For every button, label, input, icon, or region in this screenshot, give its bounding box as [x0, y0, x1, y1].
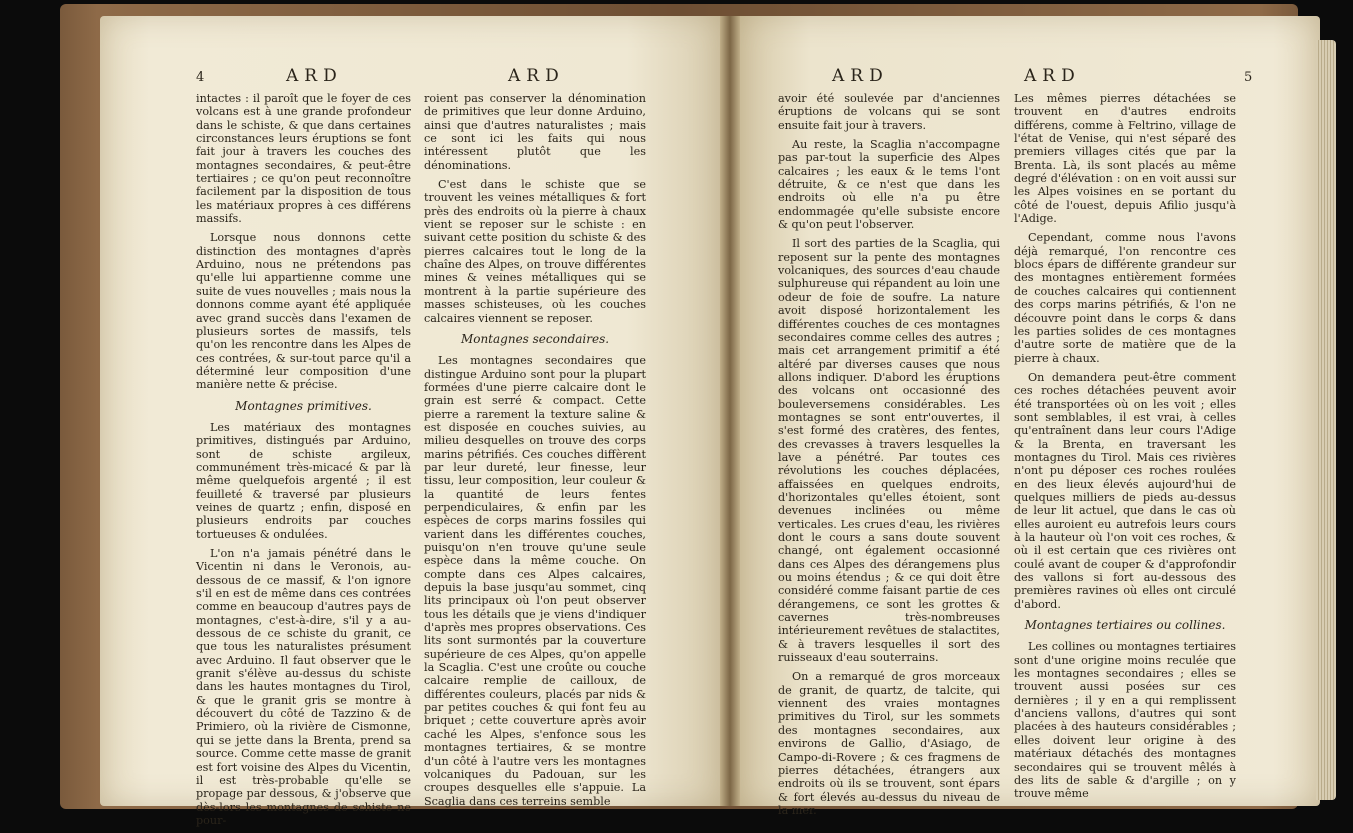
paragraph: On a remarqué de gros morceaux de granit, de quartz, de talcite, qui viennent des vraies montagnes primitives du Tirol, sur les sommets des montagnes secondaires, aux environs de Gallio, d'Asiago, de Campo-di-Rovere ; & ces fragmens de pierres détachées, étrangers aux endroits où ils se trouvent, sont épars & fort élevés au-dessus du niveau de la mer.	[778, 670, 1000, 817]
paragraph: C'est dans le schiste que se trouvent les veines métalliques & fort près des endroits où la pierre à chaux vient se reposer sur le schiste : en suivant cette position du schiste & des pierres calcaires tout le long de la chaîne des Alpes, on trouve différentes mines & veines métalliques qui se montrent à la partie supérieure des masses schisteuses, où les couches calcaires viennent se reposer.	[424, 178, 646, 325]
section-heading: Montagnes secondaires.	[460, 331, 610, 346]
paragraph: roient pas conserver la dénomination de primitives que leur donne Arduino, ainsi que d'autres naturalistes ; mais ce sont ici les faits qui nous intéressent plutôt que les dénominations.	[424, 92, 646, 172]
text-column	[424, 92, 646, 814]
paragraph: avoir été soulevée par d'anciennes éruptions de volcans qui se sont ensuite fait jour à travers.	[778, 92, 1000, 132]
open-book	[60, 4, 1298, 827]
page-number: 5	[1244, 70, 1253, 85]
running-header: ARD	[1024, 66, 1081, 86]
paragraph: Les mêmes pierres détachées se trouvent en d'autres endroits différens, comme à Feltrino, village de l'état de Venise, qui n'est séparé des premiers villages cités que par la Brenta. Là, ils sont placés au même degré d'élévation : on en voit aussi sur les Alpes voisines en se portant du côté de l'ouest, depuis Afilio jusqu'à l'Adige.	[1014, 92, 1236, 226]
paragraph: L'on n'a jamais pénétré dans le Vicentin ni dans le Veronois, au-dessous de ce massif, & l'on ignore s'il en est de même dans ces contrées comme en beaucoup d'autres pays de montagnes, c'est-à-dire, s'il y a au-dessous de ce schiste du granit, ce que tous les naturalistes présument avec Arduino. Il faut observer que le granit s'élève au-dessus du schiste dans les hautes montagnes du Tirol, & que le granit gris se montre à découvert du côté de Tazzino & de Primiero, où la rivière de Cismonne, qui se jette dans la Brenta, prend sa source. Comme cette masse de granit est fort voisine des Alpes du Vicentin, il est très-probable qu'elle se propage par dessous, & j'observe que dès-lors les montagnes de schiste ne pour-	[196, 547, 411, 827]
paragraph: Au reste, la Scaglia n'accompagne pas par-tout la superficie des Alpes calcaires ; les eaux & le tems l'ont détruite, & ce n'est que dans les endroits où elle n'a pu être endommagée qu'elle subsiste encore & qu'on peut l'observer.	[778, 138, 1000, 232]
paragraph: Cependant, comme nous l'avons déjà remarqué, l'on rencontre ces blocs épars de différente grandeur sur des montagnes entièrement formées de couches calcaires qui contiennent des corps marins pétrifiés, & l'on ne découvre point dans le corps & dans les parties solides de ces montagnes d'autre sorte de matière que de la pierre à chaux.	[1014, 231, 1236, 365]
running-header: ARD	[286, 66, 343, 86]
text-column	[196, 92, 411, 833]
paragraph: Les matériaux des montagnes primitives, distingués par Arduino, sont de schiste argileux, communément très-micacé & par là même quelquefois argenté ; il est feuilleté & traversé par plusieurs veines de quartz ; enfin, disposé en plusieurs endroits par couches tortueuses & ondulées.	[196, 420, 411, 541]
running-header: ARD	[508, 66, 565, 86]
left-page	[100, 16, 720, 827]
paragraph: Les collines ou montagnes tertiaires sont d'une origine moins reculée que les montagnes secondaires ; elles se trouvent aussi posées sur ces dernières ; il y en a qui remplissent d'anciens vallons, d'autres qui sont placées à des hauteurs considérables ; elles doivent leur origine à des matériaux détachés des montagnes secondaires qui se trouvent mêlés à des lits de sable & d'argille ; on y trouve même	[1014, 640, 1236, 801]
section-heading: Montagnes tertiaires ou collines.	[1024, 618, 1226, 633]
text-column	[1014, 92, 1236, 807]
text-column	[778, 92, 1000, 823]
paragraph: Les montagnes secondaires que distingue Arduino sont pour la plupart formées d'une pierre calcaire dont le grain est serré & compact. Cette pierre a rarement la texture saline & est disposée en couches suivies, au milieu desquelles on trouve des corps marins pétrifiés. Ces couches diffèrent par leur dureté, leur finesse, leur tissu, leur composition, leur couleur & la quantité de leurs fentes perpendiculaires, & enfin par les espèces de corps marins fossiles qui varient dans les différentes couches, puisqu'on n'en trouve qu'une seule espèce dans la même couche. On compte dans ces Alpes calcaires, depuis la base jusqu'au sommet, cinq lits principaux où l'on peut observer tous les détails que je viens d'indiquer d'après mes propres observations. Ces lits sont surmontés par la couverture supérieure de ces Alpes, qu'on appelle la Scaglia. C'est une croûte ou couche calcaire remplie de cailloux, de différentes couleurs, placés par nids & par petites couches & qui font feu au briquet ; cette couverture après avoir caché les Alpes, s'enfonce sous les montagnes tertiaires, & se montre d'un côté à l'autre vers les montagnes volcaniques du Padouan, sur les croupes desquelles elle s'appuie. La Scaglia dans ces terreins semble	[424, 354, 646, 808]
page-edges	[1316, 40, 1336, 800]
paragraph: On demandera peut-être comment ces roches détachées peuvent avoir été transportées où on les voit ; elles sont semblables, il est vrai, à celles qu'entraînent dans leur cours l'Adige & la Brenta, en traversant les montagnes du Tirol. Mais ces rivières n'ont pu déposer ces roches roulées en des lieux élevés aujourd'hui de quelques milliers de pieds au-dessus de leur lit actuel, que dans le cas où elles auroient eu autrefois leurs cours à la hauteur où l'on voit ces roches, & où il est certain que ces rivières ont coulé avant de couper & d'approfondir des vallons si fort au-dessous des premières ravines où elles ont circulé d'abord.	[1014, 370, 1236, 611]
book-gutter	[720, 16, 740, 806]
section-heading: Montagnes primitives.	[235, 398, 372, 413]
paragraph: Il sort des parties de la Scaglia, qui reposent sur la pente des montagnes volcaniques, des sources d'eau chaude sulphureuse qui répandent au loin une odeur de foie de soufre. La nature avoit disposé horizontalement les différentes couches de ces montagnes secondaires comme celles des autres ; mais cet arrangement primitif a été altéré par diverses causes que nous allons indiquer. D'abord les éruptions des volcans ont occasionné des bouleversemens considérables. Les montagnes se sont entr'ouvertes, il s'est formé des cratères, des fentes, des crevasses à travers lesquelles la lave a pénétré. Par toutes ces révolutions les couches déplacées, affaissées en quelques endroits, d'horizontales qu'elles étoient, sont devenues inclinées ou même verticales. Les crues d'eau, les rivières dont le cours a sans doute souvent changé, ont également occasionné dans ces Alpes des dérangemens plus ou moins étendus ; & ce qui doit être considéré comme faisant partie de ces dérangemens, ce sont les grottes & cavernes très-nombreuses intérieurement revêtues de stalactites, & à travers lesquelles il sort des ruisseaux d'eau souterrains.	[778, 237, 1000, 665]
right-page	[740, 16, 1320, 817]
paragraph: Lorsque nous donnons cette distinction des montagnes d'après Arduino, nous ne prétendons pas qu'elle lui appartienne comme une suite de vues nouvelles ; mais nous la donnons comme ayant été appliquée avec grand succès dans l'examen de plusieurs sortes de massifs, tels qu'on les rencontre dans les Alpes de ces contrées, & sur-tout parce qu'il a déterminé leur composition d'une manière nette & précise.	[196, 231, 411, 392]
page-number: 4	[196, 70, 205, 85]
paragraph: intactes : il paroît que le foyer de ces volcans est à une grande profondeur dans le schiste, & que dans certaines circonstances leurs éruptions se font fait jour à travers les couches des montagnes secondaires, & peut-être tertiaires ; ce qu'on peut reconnoître facilement par la disposition de tous les matériaux propres à ces différens massifs.	[196, 92, 411, 226]
running-header: ARD	[832, 66, 889, 86]
